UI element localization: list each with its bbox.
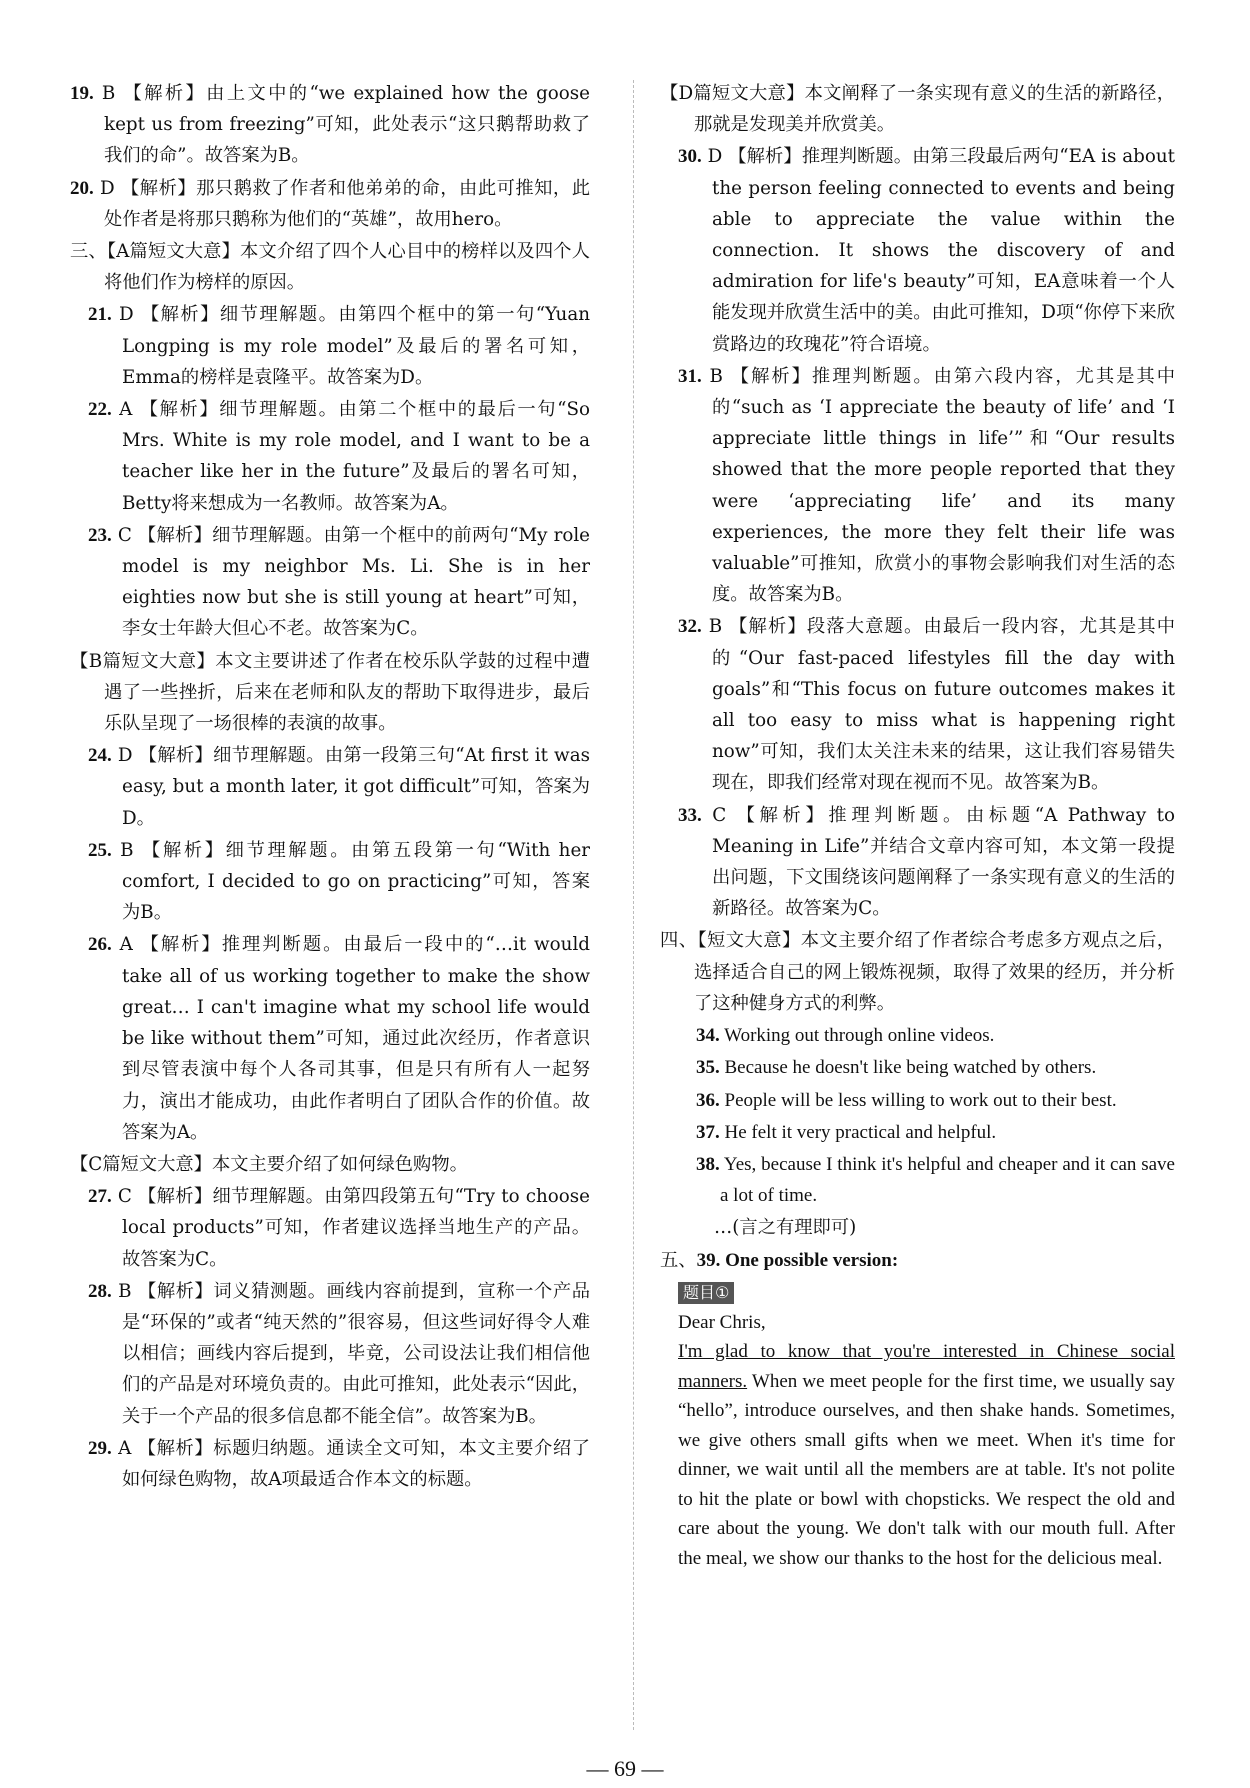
letter-underlined-sentence: I'm glad to know that you're interested in Chinese social manners. [678,1341,1175,1392]
question-number: 33. [678,804,702,826]
item-text: A 【解析】标题归纳题。通读全文可知，本文主要介绍了如何绿色购物，故A项最适合作本文的标题。 [111,1437,590,1490]
answer-text: He felt it very practical and helpful. [719,1121,997,1143]
answer-text: Because he doesn't like being watched by others. [719,1057,1097,1079]
question-28 [70,1276,590,1432]
item-text: 【D篇短文大意】本文阐释了一条实现有意义的生活的新路径，那就是发现美并欣赏美。 [660,83,1175,136]
question-20 [70,173,590,235]
section-five-heading: 五、39. One possible version: [660,1249,899,1271]
item-text: C 【解析】细节理解题。由第一个框中的前两句“My role model is my neighbor Ms. Li. She is in her eighties now but she is still young at heart”可知，李女士年龄大但心不老。故答案为C。 [111,524,590,640]
item-text: B 【解析】细节理解题。由第五段第一句“With her comfort, I decided to go on practicing”可知，答案为B。 [111,839,590,924]
question-number: 29. [88,1437,112,1459]
item-text: D 【解析】推理判断题。由第三段最后两句“EA is about the person feeling connected to events and being able to appreciate the value within the connection. It shows the discovery of and admiration for life's beauty”可知，EA意味着一个人能发现并欣赏生活中的美。由此可推知，D项“你停下来欣赏路边的玫瑰花”符合语境。 [701,146,1175,355]
question-27 [70,1181,590,1275]
item-text: D 【解析】那只鹅救了作者和他弟弟的命，由此可推知，此处作者是将那只鹅称为他们的“英雄”，故用hero。 [93,177,590,230]
question-33 [660,800,1175,925]
question-number: 23. [88,524,112,546]
passage-summary [70,1149,590,1180]
item-text: 【C篇短文大意】本文主要介绍了如何绿色购物。 [70,1153,468,1175]
question-number: 26. [88,934,112,956]
item-text: 三、【A篇短文大意】本文介绍了四个人心目中的榜样以及四个人将他们作为榜样的原因。 [70,241,590,294]
answer-text: People will be less willing to work out to their best. [719,1089,1117,1111]
answer-text: Working out through online videos. [719,1025,995,1047]
question-31 [660,361,1175,611]
question-number: 19. [70,83,94,104]
answer-34 [660,1020,1175,1051]
item-text: C 【解析】推理判断题。由标题“A Pathway to Meaning in Life”并结合文章内容可知，本文第一段提出问题，下文围绕该问题阐释了一条实现有意义的生活的新路径。故答案为C。 [701,804,1175,920]
answer-text: Yes, because I think it's helpful and cheaper and it can save a lot of time. [719,1153,1175,1207]
question-number: 24. [88,745,112,767]
answer-number: 38. [696,1153,720,1175]
left-column [70,78,590,1496]
question-22 [70,394,590,519]
question-29 [70,1433,590,1495]
question-number: 30. [678,146,702,168]
letter-greeting: Dear Chris, [678,1311,766,1333]
item-text: 【B篇短文大意】本文主要讲述了作者在校乐队学鼓的过程中遭遇了一些挫折，后来在老师和队友的帮助下取得进步，最后乐队呈现了一场很棒的表演的故事。 [70,650,590,735]
question-number: 28. [88,1280,112,1302]
passage-summary [70,646,590,740]
column-divider [633,80,634,1730]
question-number: 22. [88,399,112,421]
page-number: — 69 — [586,1756,664,1781]
answer-38 [660,1149,1175,1211]
question-23 [70,520,590,645]
passage-summary [660,925,1175,1019]
question-30 [660,141,1175,359]
answer-list [660,1020,1175,1211]
question-number: 20. [70,177,94,199]
right-column-items [660,78,1175,1019]
letter-body: When we meet people for the first time, we usually say “hello”, introduce ourselves, and then shake hands. Sometimes, we give others small gifts when we meet. When it's time for dinner, we wait until all the members are at table. It's not polite to hit the plate or bowl with chopsticks. We respect the old and care about the young. We don't talk with our mouth full. After the meal, we show our thanks to the host for the delicious meal. [678,1370,1175,1569]
question-21 [70,299,590,393]
question-24 [70,740,590,834]
passage-summary [70,236,590,298]
item-text: D 【解析】细节理解题。由第一段第三句“At first it was easy, but a month later, it got difficult”可知，答案为D。 [111,745,590,829]
answer-37 [660,1117,1175,1148]
question-19 [70,78,590,172]
question-32 [660,611,1175,798]
letter-body-container [678,1337,1175,1573]
item-text: D 【解析】细节理解题。由第四个框中的第一句“Yuan Longping is my role model”及最后的署名可知，Emma的榜样是袁隆平。故答案为D。 [111,304,590,388]
answer-35 [660,1052,1175,1083]
item-text: A 【解析】推理判断题。由最后一段中的“…it would take all of us working together to make the show great… I can't imagine what my school life would be like without them”可知，通过此次经历，作者意识到尽管表演中每个人各司其事，但是只有所有人一起努力，演出才能成功，由此作者明白了团队合作的价值。故答案为A。 [111,934,590,1143]
answer-number: 34. [696,1025,720,1047]
answer-note: …(言之有理即可) [714,1217,857,1239]
question-number: 32. [678,616,702,638]
right-column [660,78,1175,1573]
question-number: 31. [678,365,702,387]
item-text: C 【解析】细节理解题。由第四段第五句“Try to choose local products”可知，作者建议选择当地生产的产品。故答案为C。 [111,1186,590,1270]
question-26 [70,929,590,1147]
passage-summary [660,78,1175,140]
item-text: B 【解析】词义猜测题。画线内容前提到，宣称一个产品是“环保的”或者“纯天然的”很容易，但这些词好得令人难以相信；画线内容后提到，毕竟，公司设法让我们相信他们的产品是对环境负责的。由此可推知，此处表示“因此，关于一个产品的很多信息都不能全信”。故答案为B。 [111,1280,590,1427]
model-letter [660,1308,1175,1574]
item-text: 四、【短文大意】本文主要介绍了作者综合考虑多方观点之后，选择适合自己的网上锻炼视频，取得了效果的经历，并分析了这种健身方式的利弊。 [660,930,1175,1014]
topic-tag: 题目① [678,1282,734,1304]
item-text: B 【解析】由上文中的“we explained how the goose kept us from freezing”可知，此处表示“这只鹅帮助救了我们的命”。故答案为B。 [93,83,590,167]
question-number: 21. [88,304,112,326]
item-text: B 【解析】推理判断题。由第六段内容，尤其是其中的“such as ‘I appreciate the beauty of life’ and ‘I appreciate little things in life’”和“Our results showed that the more people reported that they were ‘appreciating life’ and its many experiences, the more they felt their life was valuable”可推知，欣赏小的事物会影响我们对生活的态度。故答案为B。 [701,365,1175,606]
question-number: 25. [88,839,112,861]
answer-number: 35. [696,1057,720,1079]
question-25 [70,835,590,929]
answer-36 [660,1085,1175,1116]
item-text: A 【解析】细节理解题。由第二个框中的最后一句“So Mrs. White is my role model, and I want to be a teacher like her in the future”及最后的署名可知，Betty将来想成为一名教师。故答案为A。 [111,399,590,514]
answer-number: 37. [696,1121,720,1143]
item-text: B 【解析】段落大意题。由最后一段内容，尤其是其中的“Our fast-paced lifestyles fill the day with goals”和“This focus on future outcomes makes it all too easy to miss what is happening right now”可知，我们太关注未来的结果，这让我们容易错失现在，即我们经常对现在视而不见。故答案为B。 [701,616,1175,794]
question-number: 27. [88,1186,112,1208]
answer-number: 36. [696,1089,720,1111]
